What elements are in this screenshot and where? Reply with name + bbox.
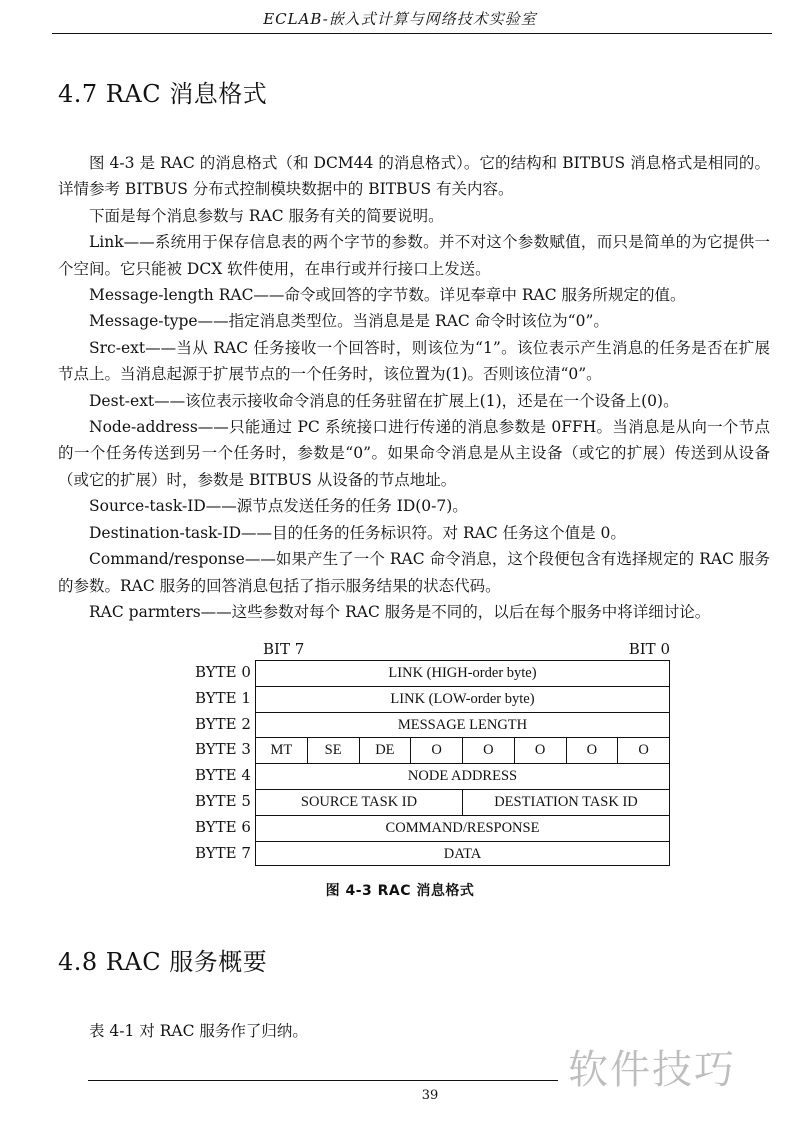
bit-cell: O <box>410 738 462 763</box>
bit-cell: O <box>462 738 514 763</box>
watermark: 软件技巧 <box>568 1047 736 1093</box>
section-heading-4-8: 4.8 RAC 服务概要 <box>58 948 268 976</box>
field-cell: LINK (HIGH-order byte) <box>388 665 537 681</box>
header-title: ECLAB-嵌入式计算与网络技术实验室 <box>263 10 537 28</box>
bit-cell: DE <box>359 738 411 763</box>
header-rule <box>52 33 772 34</box>
byte-row <box>195 712 670 738</box>
figure-caption: 图 4-3 RAC 消息格式 <box>325 883 475 899</box>
message-format-figure <box>195 640 670 866</box>
byte-label: BYTE 0 <box>195 663 251 681</box>
paragraph: Message-type——指定消息类型位。当消息是是 RAC 命令时该位为“0”。 <box>89 312 609 331</box>
paragraph: Source-task-ID——源节点发送任务的任务 ID(0-7)。 <box>89 497 468 516</box>
byte-cells <box>255 686 670 712</box>
paragraph: Dest-ext——该位表示接收命令消息的任务驻留在扩展上(1)，还是在一个设备上(0)。 <box>89 391 679 410</box>
field-cell: SOURCE TASK ID <box>300 793 418 810</box>
byte-cells <box>255 737 670 763</box>
bit-cell: O <box>566 738 618 763</box>
byte-cells <box>255 841 670 867</box>
byte-label: BYTE 7 <box>195 843 251 862</box>
field-cell: DESTIATION TASK ID <box>462 790 669 815</box>
bit-cell: O <box>514 738 566 763</box>
section-heading-4-7: 4.7 RAC 消息格式 <box>58 80 268 108</box>
field-cell: LINK (LOW-order byte) <box>390 690 535 707</box>
paragraph: 下面是每个消息参数与 RAC 服务有关的简要说明。 <box>89 206 444 225</box>
field-cell: COMMAND/RESPONSE <box>385 819 540 836</box>
byte-row <box>195 686 670 712</box>
byte-cells <box>255 815 670 841</box>
byte-cells <box>255 763 670 789</box>
bit-cell: SE <box>307 738 359 763</box>
byte-row <box>195 763 670 789</box>
paragraph: Link——系统用于保存信息表的两个字节的参数。并不对这个参数赋值，而只是简单的为它提供一个空间。它只能被 DCX 软件使用，在串行或并行接口上发送。 <box>58 233 770 278</box>
byte-label: BYTE 4 <box>195 766 251 785</box>
byte-row <box>195 841 670 867</box>
bit-labels <box>195 640 670 660</box>
field-cell: DATA <box>443 845 482 862</box>
byte-row <box>195 737 670 763</box>
byte-label: BYTE 2 <box>195 714 251 733</box>
bit-0-label: BIT 0 <box>628 640 670 658</box>
paragraph: Node-address——只能通过 PC 系统接口进行传递的消息参数是 0FFH。当消息是从向一个节点的一个任务传送到另一个任务时，参数是“0”。如果命令消息是从主设备（或它的扩展）传送到从设备（或它的扩展）时，参数是 BITBUS 从设备的节点地址。 <box>58 418 770 489</box>
page-number: 39 <box>421 1088 439 1103</box>
field-cell: NODE ADDRESS <box>407 768 518 785</box>
paragraph: Message-length RAC——命令或回答的字节数。详见奉章中 RAC 服务所规定的值。 <box>89 286 686 305</box>
byte-row <box>195 660 670 686</box>
byte-row <box>195 815 670 841</box>
bit-cell: O <box>617 738 669 763</box>
bit-cell: MT <box>270 742 293 759</box>
field-cell: MESSAGE LENGTH <box>397 716 528 733</box>
bit-7-label: BIT 7 <box>263 640 305 658</box>
byte-label: BYTE 1 <box>195 688 251 707</box>
summary-text: 表 4-1 对 RAC 服务作了归纳。 <box>89 1022 308 1040</box>
byte-cells <box>255 789 670 815</box>
paragraph: Command/response——如果产生了一个 RAC 命令消息，这个段便包含有选择规定的 RAC 服务的参数。RAC 服务的回答消息包括了指示服务结果的状态代码。 <box>58 550 770 595</box>
byte-cells <box>255 712 670 738</box>
section-body <box>58 150 770 625</box>
byte-row <box>195 789 670 815</box>
paragraph: Destination-task-ID——目的任务的任务标识符。对 RAC 任务这个值是 0。 <box>89 523 626 542</box>
paragraph: 图 4-3 是 RAC 的消息格式（和 DCM44 的消息格式）。它的结构和 BITBUS 消息格式是相同的。详情参考 BITBUS 分布式控制模块数据中的 BITBUS 有关内容。 <box>58 154 770 199</box>
byte-label: BYTE 5 <box>195 791 251 810</box>
footer-rule <box>88 1080 558 1081</box>
byte-label: BYTE 3 <box>195 740 251 759</box>
paragraph: Src-ext——当从 RAC 任务接收一个回答时，则该位为“1”。该位表示产生消息的任务是否在扩展节点上。当消息起源于扩展节点的一个任务时，该位置为(1)。否则该位清“0”。 <box>58 338 770 384</box>
byte-cells <box>255 660 670 686</box>
paragraph: RAC parmters——这些参数对每个 RAC 服务是不同的，以后在每个服务中将详细讨论。 <box>89 602 711 621</box>
byte-label: BYTE 6 <box>195 817 251 836</box>
